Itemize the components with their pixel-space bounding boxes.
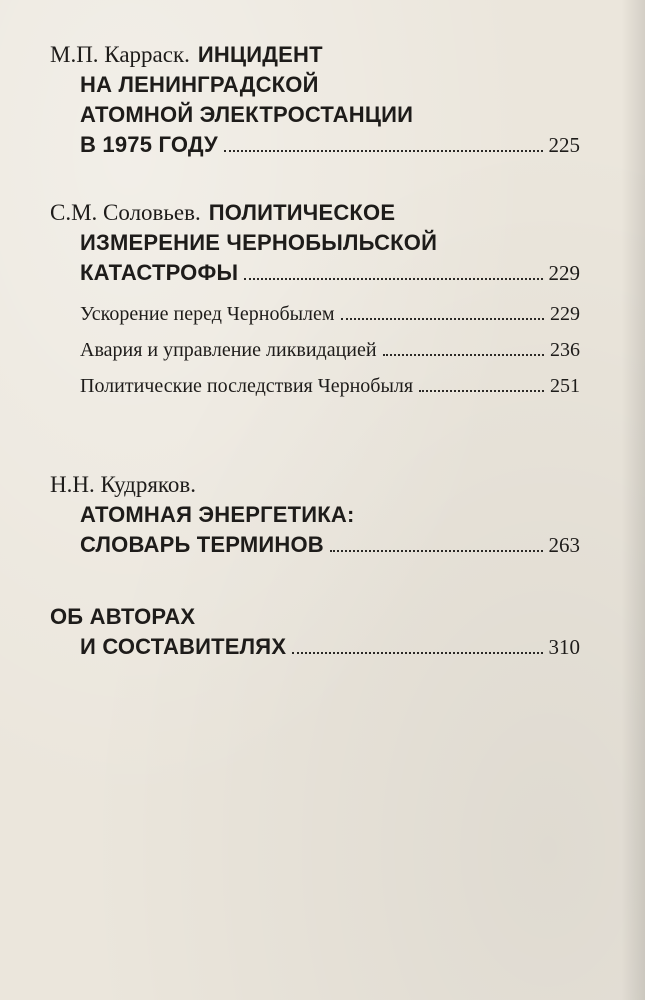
toc-line xyxy=(50,70,580,100)
toc-entry-soloviev[interactable] xyxy=(50,198,580,404)
entry-title-line: НА ЛЕНИНГРАДСКОЙ xyxy=(80,72,319,97)
toc-line xyxy=(50,228,580,258)
page-gutter-shadow xyxy=(621,0,645,1000)
dot-leader xyxy=(341,318,544,320)
toc-line xyxy=(50,40,580,70)
dot-leader xyxy=(244,278,542,280)
page-number: 310 xyxy=(548,635,580,659)
toc-line xyxy=(50,130,580,160)
subsection-list xyxy=(50,296,580,404)
toc-line xyxy=(50,530,580,560)
subsection-title: Ускорение перед Чернобылем xyxy=(80,303,335,325)
entry-title-line: СЛОВАРЬ ТЕРМИНОВ xyxy=(80,532,324,557)
entry-title-line: ПОЛИТИЧЕСКОЕ xyxy=(208,200,396,225)
page-number: 229 xyxy=(550,303,580,325)
toc-subsection[interactable] xyxy=(50,296,580,332)
entry-title-line: И СОСТАВИТЕЛЯХ xyxy=(80,634,287,659)
toc-line xyxy=(50,500,580,530)
toc-entry-karrask[interactable] xyxy=(50,40,580,160)
entry-title-line: ИНЦИДЕНТ xyxy=(197,42,323,67)
page-number: 225 xyxy=(548,133,580,157)
page-number: 236 xyxy=(550,339,580,361)
dot-leader xyxy=(419,390,544,392)
dot-leader xyxy=(383,354,544,356)
toc-line xyxy=(50,470,580,500)
toc-line xyxy=(50,602,580,632)
table-of-contents xyxy=(50,40,580,662)
entry-author: М.П. Карраск. xyxy=(50,42,190,67)
toc-line xyxy=(50,258,580,288)
toc-line xyxy=(50,632,580,662)
toc-subsection[interactable] xyxy=(50,368,580,404)
page-number: 251 xyxy=(550,375,580,397)
dot-leader xyxy=(292,652,542,654)
entry-title-line: КАТАСТРОФЫ xyxy=(80,260,239,285)
toc-line xyxy=(50,100,580,130)
entry-author: С.М. Соловьев. xyxy=(50,200,201,225)
toc-entry-kudryakov[interactable] xyxy=(50,470,580,560)
page-number: 229 xyxy=(548,261,580,285)
entry-author: Н.Н. Кудряков. xyxy=(50,472,197,497)
subsection-title: Политические последствия Чернобыля xyxy=(80,375,414,397)
entry-title-line: ОБ АВТОРАХ xyxy=(50,604,196,629)
entry-title-line: АТОМНОЙ ЭЛЕКТРОСТАНЦИИ xyxy=(80,102,414,127)
entry-title-line: АТОМНАЯ ЭНЕРГЕТИКА: xyxy=(80,502,355,527)
toc-subsection[interactable] xyxy=(50,332,580,368)
entry-title-line: ИЗМЕРЕНИЕ ЧЕРНОБЫЛЬСКОЙ xyxy=(80,230,438,255)
toc-entry-about-authors[interactable] xyxy=(50,602,580,662)
toc-line xyxy=(50,198,580,228)
dot-leader xyxy=(224,150,543,152)
entry-title-line: В 1975 ГОДУ xyxy=(80,132,218,157)
page-number: 263 xyxy=(548,533,580,557)
dot-leader xyxy=(330,550,543,552)
subsection-title: Авария и управление ликвидацией xyxy=(80,339,377,361)
